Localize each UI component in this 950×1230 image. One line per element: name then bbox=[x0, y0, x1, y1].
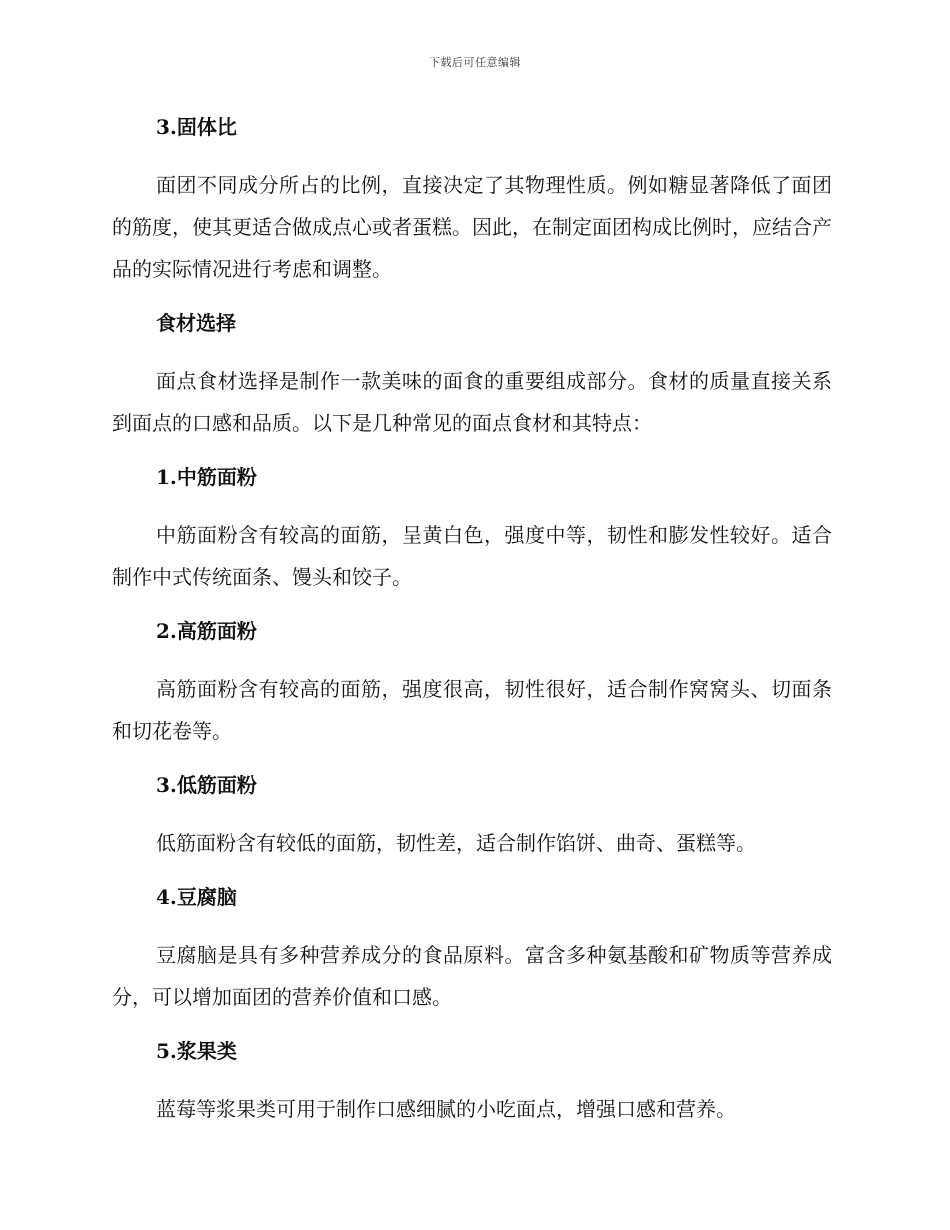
header-note: 下载后可任意编辑 bbox=[429, 56, 521, 69]
section-heading-all-purpose-flour: 1.中筋面粉 bbox=[156, 465, 257, 489]
section-paragraph-berries: 蓝莓等浆果类可用于制作口感细腻的小吃面点，增强口感和营养。 bbox=[156, 1097, 736, 1121]
section-heading-solid-ratio: 3.固体比 bbox=[156, 115, 237, 139]
section-heading-cake-flour: 3.低筋面粉 bbox=[156, 773, 257, 797]
section-heading-berries: 5.浆果类 bbox=[156, 1039, 237, 1063]
section-paragraph-solid-ratio: 面团不同成分所占的比例，直接决定了其物理性质。例如糖显著降低了面团的筋度，使其更适合做成点心或者蛋糕。因此，在制定面团构成比例时，应结合产品的实际情况进行考虑和调整。 bbox=[112, 173, 832, 281]
section-paragraph-all-purpose-flour: 中筋面粉含有较高的面筋，呈黄白色，强度中等，韧性和膨发性较好。适合制作中式传统面条、馒头和饺子。 bbox=[112, 523, 832, 589]
section-heading-bread-flour: 2.高筋面粉 bbox=[156, 619, 257, 643]
section-heading-tofu-pudding: 4.豆腐脑 bbox=[156, 885, 237, 909]
section-paragraph-tofu-pudding: 豆腐脑是具有多种营养成分的食品原料。富含多种氨基酸和矿物质等营养成分，可以增加面团的营养价值和口感。 bbox=[112, 943, 832, 1009]
document-body bbox=[112, 112, 832, 1148]
section-paragraph-cake-flour: 低筋面粉含有较低的面筋，韧性差，适合制作馅饼、曲奇、蛋糕等。 bbox=[156, 831, 756, 855]
section-paragraph-ingredient-selection: 面点食材选择是制作一款美味的面食的重要组成部分。食材的质量直接关系到面点的口感和品质。以下是几种常见的面点食材和其特点： bbox=[112, 369, 832, 435]
section-heading-ingredient-selection: 食材选择 bbox=[156, 311, 236, 335]
section-paragraph-bread-flour: 高筋面粉含有较高的面筋，强度很高，韧性很好，适合制作窝窝头、切面条和切花卷等。 bbox=[112, 677, 832, 743]
